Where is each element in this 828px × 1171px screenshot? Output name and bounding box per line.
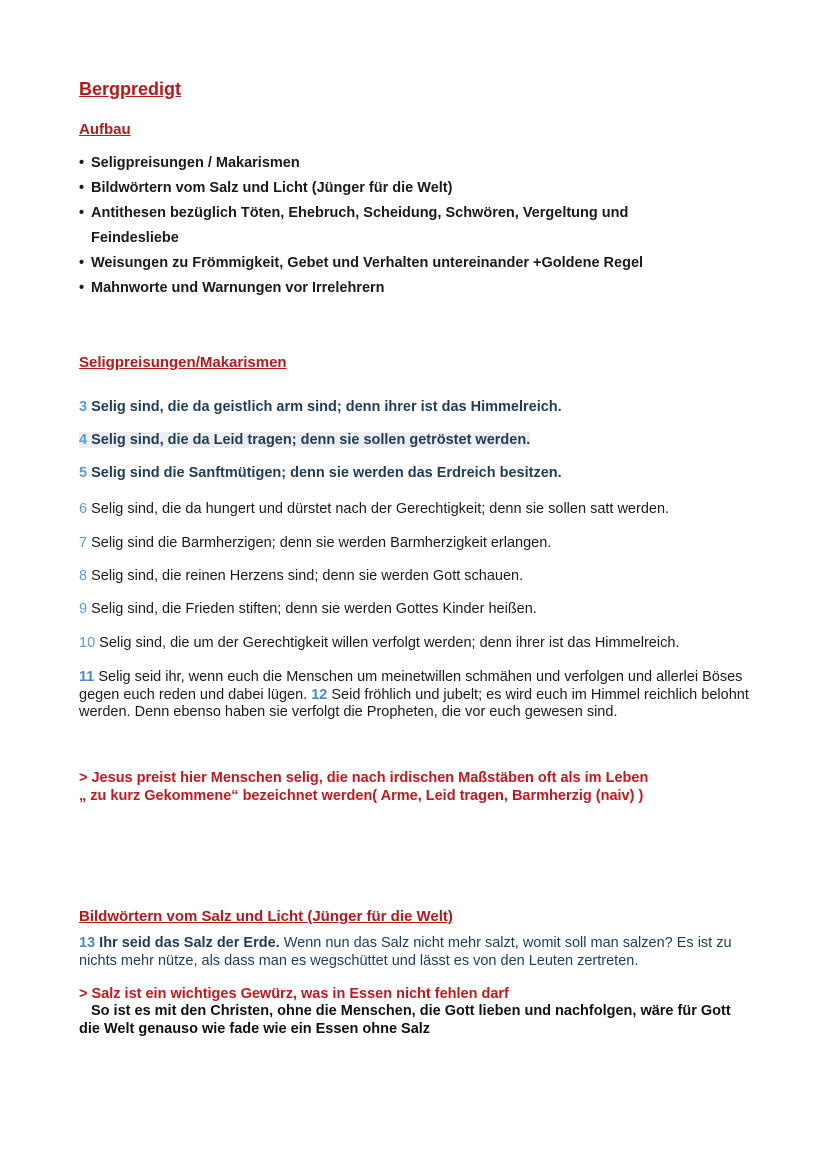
verse-number: 13 xyxy=(79,935,96,951)
aufbau-heading: Aufbau xyxy=(79,121,131,138)
verse-number: 3 xyxy=(79,399,88,415)
verse-text: Wenn nun das Salz nicht mehr salzt, womit soll man salzen? Es ist zu nichts mehr nütze, als dass man es wegschüttet und lässt es von den Leuten zertreten. xyxy=(79,935,732,969)
verse-13 xyxy=(79,935,759,970)
verse-number: 9 xyxy=(79,601,88,617)
verse-number: 10 xyxy=(79,635,96,651)
note-line: „ zu kurz Gekommene“ bezeichnet werden( Arme, Leid tragen, Barmherzig (naiv) ) xyxy=(79,787,644,804)
verse-10 xyxy=(79,634,769,652)
note-line: > Salz ist ein wichtiges Gewürz, was in Essen nicht fehlen darf xyxy=(79,986,509,1002)
list-item: • Seligpreisungen / Makarismen xyxy=(79,151,779,176)
verse-text: Seid fröhlich und jubelt; es wird euch im Himmel reichlich belohnt werden. Denn ebenso haben sie verfolgt die Propheten, die vor euch gewesen sind. xyxy=(79,686,749,720)
aufbau-list xyxy=(79,151,779,301)
salz-note-explanation: So ist es mit den Christen, ohne die Menschen, die Gott lieben und nachfolgen, wäre für Gott die Welt genauso wie fade wie ein Essen ohne Salz xyxy=(79,1003,731,1037)
verse-5 xyxy=(79,464,769,482)
verse-number: 4 xyxy=(79,432,88,448)
verse-4 xyxy=(79,431,769,449)
list-item: • Weisungen zu Frömmigkeit, Gebet und Verhalten untereinander +Goldene Regel xyxy=(79,251,779,276)
verse-3 xyxy=(79,398,769,416)
verse-number: 6 xyxy=(79,501,88,517)
verse-6 xyxy=(79,500,769,518)
verse-text: Selig sind, die da geistlich arm sind; denn ihrer ist das Himmelreich. xyxy=(91,399,562,415)
salz-heading: Bildwörtern vom Salz und Licht (Jünger für die Welt) xyxy=(79,908,453,925)
list-item: • Antithesen bezüglich Töten, Ehebruch, Scheidung, Schwören, Vergeltung und Feindesliebe xyxy=(79,201,691,251)
verse-number: 7 xyxy=(79,535,88,551)
salz-note xyxy=(79,986,769,1004)
verse-text: Selig sind, die da hungert und dürstet nach der Gerechtigkeit; denn sie sollen satt werden. xyxy=(91,501,670,517)
verse-bold-text: Ihr seid das Salz der Erde. xyxy=(99,935,280,951)
page-title: Bergpredigt xyxy=(79,79,182,99)
verse-number: 5 xyxy=(79,465,88,481)
verse-text: Selig sind, die um der Gerechtigkeit willen verfolgt werden; denn ihrer ist das Himmelreich. xyxy=(99,635,680,651)
verse-number: 11 xyxy=(79,669,95,685)
verse-number: 12 xyxy=(311,686,328,703)
verse-11-12 xyxy=(79,669,759,722)
list-item: • Mahnworte und Warnungen vor Irrelehrern xyxy=(79,276,779,301)
verse-text: Selig seid ihr, wenn euch die Menschen um meinetwillen schmähen und verfolgen und allerlei Böses gegen euch reden und dabei lügen. xyxy=(79,669,743,703)
seligpreisungen-note xyxy=(79,770,769,805)
verse-text: Selig sind die Sanftmütigen; denn sie werden das Erdreich besitzen. xyxy=(91,465,562,481)
verse-8 xyxy=(79,567,769,585)
verse-7 xyxy=(79,534,769,552)
verse-text: Selig sind, die da Leid tragen; denn sie sollen getröstet werden. xyxy=(91,432,531,448)
verse-9 xyxy=(79,600,769,618)
list-item: • Bildwörtern vom Salz und Licht (Jünger für die Welt) xyxy=(79,176,779,201)
verse-number: 8 xyxy=(79,568,88,584)
verse-text: Selig sind, die Frieden stiften; denn sie werden Gottes Kinder heißen. xyxy=(91,601,537,617)
seligpreisungen-heading: Seligpreisungen/Makarismen xyxy=(79,354,287,371)
verse-text: Selig sind, die reinen Herzens sind; denn sie werden Gott schauen. xyxy=(91,568,524,584)
verse-text: Selig sind die Barmherzigen; denn sie werden Barmherzigkeit erlangen. xyxy=(91,535,552,551)
note-line: > Jesus preist hier Menschen selig, die nach irdischen Maßstäben oft als im Leben xyxy=(79,770,649,786)
